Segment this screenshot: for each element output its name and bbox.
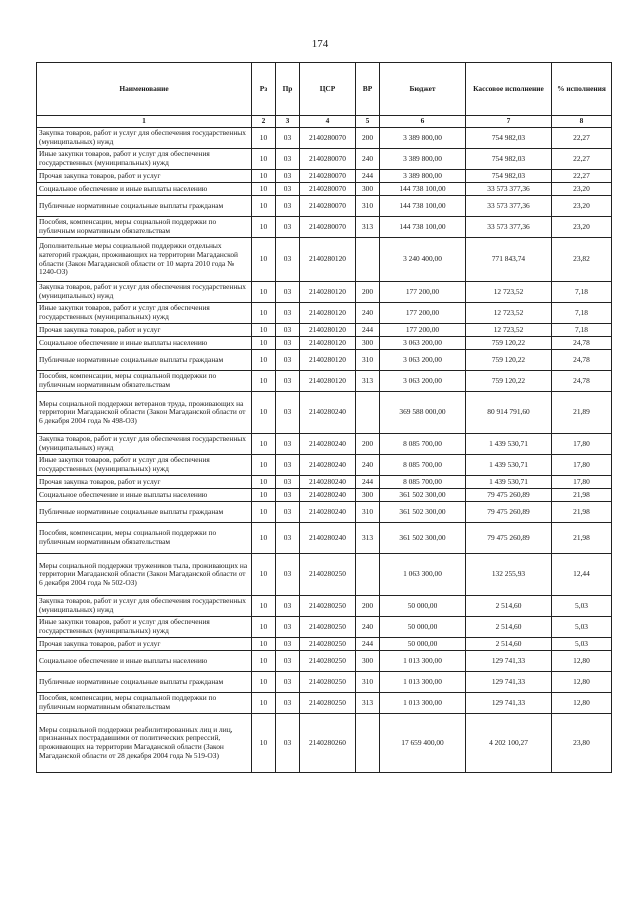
row-pct: 17,80: [552, 476, 612, 489]
row-exec: 1 439 530,71: [466, 455, 552, 476]
row-pr: 03: [276, 371, 300, 392]
row-pct: 23,20: [552, 196, 612, 217]
row-name: Прочая закупка товаров, работ и услуг: [37, 170, 252, 183]
row-csr: 2140280120: [300, 324, 356, 337]
row-pr: 03: [276, 638, 300, 651]
row-vr: 313: [356, 523, 380, 554]
row-pct: 12,80: [552, 651, 612, 672]
row-pct: 22,27: [552, 149, 612, 170]
row-csr: 2140280070: [300, 149, 356, 170]
table-row: [37, 455, 612, 476]
row-exec: 759 120,22: [466, 371, 552, 392]
header-row: [37, 63, 612, 116]
row-budget: 177 200,00: [380, 282, 466, 303]
row-name: Закупка товаров, работ и услуг для обеспечения государственных (муниципальных) нужд: [37, 434, 252, 455]
row-csr: 2140280240: [300, 434, 356, 455]
row-rz: 10: [252, 434, 276, 455]
row-vr: 200: [356, 128, 380, 149]
row-vr: 310: [356, 502, 380, 523]
row-rz: 10: [252, 350, 276, 371]
row-rz: 10: [252, 455, 276, 476]
row-budget: 3 389 800,00: [380, 170, 466, 183]
row-name: Дополнительные меры социальной поддержки отдельных категорий граждан, проживающих на территории Магаданской области (Закон Магаданской области от 10 марта 2010 года № 1240-ОЗ): [37, 238, 252, 282]
row-pr: 03: [276, 651, 300, 672]
row-name: Социальное обеспечение и иные выплаты населению: [37, 489, 252, 502]
row-budget: 50 000,00: [380, 638, 466, 651]
table-row: [37, 476, 612, 489]
row-exec: 1 439 530,71: [466, 434, 552, 455]
column-number-row: [37, 116, 612, 128]
row-budget: 177 200,00: [380, 303, 466, 324]
table-row: [37, 238, 612, 282]
col-number: 8: [552, 116, 612, 128]
row-budget: 1 013 300,00: [380, 672, 466, 693]
row-csr: 2140280120: [300, 371, 356, 392]
row-pct: 5,03: [552, 596, 612, 617]
row-vr: [356, 714, 380, 773]
col-header-csr: ЦСР: [300, 63, 356, 116]
col-number: 2: [252, 116, 276, 128]
row-rz: 10: [252, 324, 276, 337]
row-pct: 5,03: [552, 617, 612, 638]
row-pct: 22,27: [552, 128, 612, 149]
row-vr: 240: [356, 455, 380, 476]
table-row: [37, 693, 612, 714]
row-pr: 03: [276, 434, 300, 455]
row-vr: 200: [356, 434, 380, 455]
row-pr: 03: [276, 282, 300, 303]
row-pct: 23,20: [552, 217, 612, 238]
row-csr: 2140280250: [300, 672, 356, 693]
row-budget: 50 000,00: [380, 596, 466, 617]
row-pct: 23,80: [552, 714, 612, 773]
row-name: Публичные нормативные социальные выплаты гражданам: [37, 350, 252, 371]
row-budget: 361 502 300,00: [380, 502, 466, 523]
row-exec: 12 723,52: [466, 324, 552, 337]
row-csr: 2140280250: [300, 693, 356, 714]
row-pr: 03: [276, 196, 300, 217]
row-csr: 2140280240: [300, 455, 356, 476]
table-row: [37, 183, 612, 196]
row-vr: [356, 392, 380, 434]
row-pr: 03: [276, 149, 300, 170]
row-budget: 3 389 800,00: [380, 128, 466, 149]
col-header-name: Наименование: [37, 63, 252, 116]
col-header-exec: Кассовое исполнение: [466, 63, 552, 116]
row-pct: 21,98: [552, 489, 612, 502]
row-rz: 10: [252, 282, 276, 303]
row-rz: 10: [252, 170, 276, 183]
row-rz: 10: [252, 554, 276, 596]
row-exec: 754 982,03: [466, 128, 552, 149]
row-pr: 03: [276, 672, 300, 693]
row-name: Закупка товаров, работ и услуг для обеспечения государственных (муниципальных) нужд: [37, 282, 252, 303]
row-csr: 2140280260: [300, 714, 356, 773]
row-rz: 10: [252, 371, 276, 392]
row-pct: 7,18: [552, 282, 612, 303]
row-pct: 24,78: [552, 337, 612, 350]
row-pct: 24,78: [552, 350, 612, 371]
row-csr: 2140280120: [300, 303, 356, 324]
row-exec: 754 982,03: [466, 149, 552, 170]
row-exec: 33 573 377,36: [466, 196, 552, 217]
row-pr: 03: [276, 217, 300, 238]
table-row: [37, 617, 612, 638]
row-rz: 10: [252, 149, 276, 170]
row-name: Социальное обеспечение и иные выплаты населению: [37, 183, 252, 196]
row-name: Публичные нормативные социальные выплаты гражданам: [37, 196, 252, 217]
row-budget: 3 240 400,00: [380, 238, 466, 282]
row-csr: 2140280240: [300, 502, 356, 523]
col-header-budget: Бюджет: [380, 63, 466, 116]
table-row: [37, 350, 612, 371]
row-pr: 03: [276, 502, 300, 523]
row-pr: 03: [276, 617, 300, 638]
row-exec: 759 120,22: [466, 337, 552, 350]
row-rz: 10: [252, 502, 276, 523]
row-pr: 03: [276, 350, 300, 371]
row-name: Прочая закупка товаров, работ и услуг: [37, 324, 252, 337]
row-name: Пособия, компенсации, меры социальной поддержки по публичным нормативным обязательствам: [37, 371, 252, 392]
row-pr: 03: [276, 303, 300, 324]
row-budget: 144 738 100,00: [380, 217, 466, 238]
row-pr: 03: [276, 324, 300, 337]
row-pct: 7,18: [552, 324, 612, 337]
row-csr: 2140280070: [300, 196, 356, 217]
row-exec: 33 573 377,36: [466, 217, 552, 238]
row-csr: 2140280250: [300, 651, 356, 672]
row-csr: 2140280250: [300, 554, 356, 596]
row-vr: 300: [356, 651, 380, 672]
row-exec: 79 475 260,89: [466, 489, 552, 502]
row-rz: 10: [252, 196, 276, 217]
row-pct: 17,80: [552, 434, 612, 455]
row-name: Закупка товаров, работ и услуг для обеспечения государственных (муниципальных) нужд: [37, 128, 252, 149]
col-number: 4: [300, 116, 356, 128]
table-row: [37, 672, 612, 693]
row-vr: 244: [356, 476, 380, 489]
row-name: Иные закупки товаров, работ и услуг для обеспечения государственных (муниципальных) нужд: [37, 303, 252, 324]
table-row: [37, 554, 612, 596]
col-header-pct: % исполнения: [552, 63, 612, 116]
row-rz: 10: [252, 303, 276, 324]
row-name: Публичные нормативные социальные выплаты гражданам: [37, 502, 252, 523]
row-budget: 361 502 300,00: [380, 523, 466, 554]
row-rz: 10: [252, 128, 276, 149]
row-name: Социальное обеспечение и иные выплаты населению: [37, 337, 252, 350]
table-row: [37, 651, 612, 672]
page-number: 174: [311, 38, 329, 50]
row-exec: 129 741,33: [466, 651, 552, 672]
row-rz: 10: [252, 714, 276, 773]
table-row: [37, 489, 612, 502]
row-rz: 10: [252, 476, 276, 489]
row-exec: 2 514,60: [466, 638, 552, 651]
row-csr: 2140280120: [300, 337, 356, 350]
row-vr: 244: [356, 170, 380, 183]
col-number: 7: [466, 116, 552, 128]
row-name: Иные закупки товаров, работ и услуг для обеспечения государственных (муниципальных) нужд: [37, 617, 252, 638]
row-pct: 21,98: [552, 502, 612, 523]
row-vr: 313: [356, 217, 380, 238]
col-number: 6: [380, 116, 466, 128]
row-pr: 03: [276, 489, 300, 502]
row-exec: 771 843,74: [466, 238, 552, 282]
row-exec: 79 475 260,89: [466, 523, 552, 554]
row-budget: 8 085 700,00: [380, 434, 466, 455]
row-name: Публичные нормативные социальные выплаты гражданам: [37, 672, 252, 693]
row-budget: 1 013 300,00: [380, 651, 466, 672]
row-pr: 03: [276, 392, 300, 434]
table-row: [37, 371, 612, 392]
row-budget: 50 000,00: [380, 617, 466, 638]
row-pct: 24,78: [552, 371, 612, 392]
row-exec: 80 914 791,60: [466, 392, 552, 434]
row-name: Прочая закупка товаров, работ и услуг: [37, 476, 252, 489]
col-header-pr: Пр: [276, 63, 300, 116]
table-row: [37, 523, 612, 554]
table-row: [37, 149, 612, 170]
table-row: [37, 282, 612, 303]
row-vr: 310: [356, 196, 380, 217]
row-pct: 5,03: [552, 638, 612, 651]
col-number: 1: [37, 116, 252, 128]
row-pct: 12,44: [552, 554, 612, 596]
table-row: [37, 714, 612, 773]
row-pct: 23,82: [552, 238, 612, 282]
row-csr: 2140280120: [300, 282, 356, 303]
row-rz: 10: [252, 651, 276, 672]
row-csr: 2140280240: [300, 523, 356, 554]
table-row: [37, 434, 612, 455]
row-pr: 03: [276, 596, 300, 617]
row-pr: 03: [276, 238, 300, 282]
row-budget: 144 738 100,00: [380, 183, 466, 196]
row-csr: 2140280240: [300, 476, 356, 489]
row-exec: 129 741,33: [466, 672, 552, 693]
row-csr: 2140280250: [300, 617, 356, 638]
row-csr: 2140280070: [300, 128, 356, 149]
row-name: Пособия, компенсации, меры социальной поддержки по публичным нормативным обязательствам: [37, 217, 252, 238]
row-budget: 361 502 300,00: [380, 489, 466, 502]
row-csr: 2140280240: [300, 489, 356, 502]
row-budget: 1 063 300,00: [380, 554, 466, 596]
table-row: [37, 392, 612, 434]
row-name: Иные закупки товаров, работ и услуг для обеспечения государственных (муниципальных) нужд: [37, 149, 252, 170]
row-pr: 03: [276, 455, 300, 476]
row-pct: 22,27: [552, 170, 612, 183]
row-exec: 4 202 100,27: [466, 714, 552, 773]
row-pct: 7,18: [552, 303, 612, 324]
row-csr: 2140280070: [300, 183, 356, 196]
row-rz: 10: [252, 672, 276, 693]
row-pr: 03: [276, 693, 300, 714]
row-pr: 03: [276, 714, 300, 773]
row-pct: 23,20: [552, 183, 612, 196]
table-row: [37, 128, 612, 149]
row-pr: 03: [276, 170, 300, 183]
row-vr: 240: [356, 303, 380, 324]
row-rz: 10: [252, 392, 276, 434]
row-exec: 79 475 260,89: [466, 502, 552, 523]
table-row: [37, 217, 612, 238]
col-number: 5: [356, 116, 380, 128]
row-rz: 10: [252, 238, 276, 282]
row-name: Меры социальной поддержки ветеранов труда, проживающих на территории Магаданской области (Закон Магаданской области от 6 декабря 2004 года № 498-ОЗ): [37, 392, 252, 434]
row-vr: 310: [356, 672, 380, 693]
row-csr: 2140280120: [300, 238, 356, 282]
row-name: Меры социальной поддержки тружеников тыла, проживающих на территории Магаданской области (Закон Магаданской области от 6 декабря 2004 года № 502-ОЗ): [37, 554, 252, 596]
row-pct: 12,80: [552, 693, 612, 714]
row-vr: 300: [356, 337, 380, 350]
row-csr: 2140280070: [300, 217, 356, 238]
row-pr: 03: [276, 523, 300, 554]
table-row: [37, 324, 612, 337]
row-rz: 10: [252, 217, 276, 238]
row-vr: [356, 554, 380, 596]
row-budget: 3 063 200,00: [380, 337, 466, 350]
table-row: [37, 303, 612, 324]
row-exec: 12 723,52: [466, 282, 552, 303]
row-budget: 3 063 200,00: [380, 371, 466, 392]
row-pr: 03: [276, 128, 300, 149]
row-csr: 2140280120: [300, 350, 356, 371]
row-vr: 200: [356, 282, 380, 303]
row-pr: 03: [276, 554, 300, 596]
row-pr: 03: [276, 476, 300, 489]
table-row: [37, 502, 612, 523]
row-name: Пособия, компенсации, меры социальной поддержки по публичным нормативным обязательствам: [37, 523, 252, 554]
row-budget: 8 085 700,00: [380, 476, 466, 489]
row-pct: 12,80: [552, 672, 612, 693]
col-number: 3: [276, 116, 300, 128]
row-rz: 10: [252, 489, 276, 502]
row-csr: 2140280250: [300, 596, 356, 617]
row-vr: 240: [356, 149, 380, 170]
row-exec: 12 723,52: [466, 303, 552, 324]
row-budget: 8 085 700,00: [380, 455, 466, 476]
row-vr: 313: [356, 371, 380, 392]
row-rz: 10: [252, 693, 276, 714]
row-vr: 244: [356, 638, 380, 651]
row-exec: 759 120,22: [466, 350, 552, 371]
row-vr: 200: [356, 596, 380, 617]
row-name: Иные закупки товаров, работ и услуг для обеспечения государственных (муниципальных) нужд: [37, 455, 252, 476]
row-pct: 21,89: [552, 392, 612, 434]
row-budget: 369 588 000,00: [380, 392, 466, 434]
col-header-rz: Рз: [252, 63, 276, 116]
row-pct: 21,98: [552, 523, 612, 554]
row-exec: 129 741,33: [466, 693, 552, 714]
table-row: [37, 337, 612, 350]
row-vr: 240: [356, 617, 380, 638]
table-row: [37, 170, 612, 183]
row-pct: 17,80: [552, 455, 612, 476]
row-csr: 2140280250: [300, 638, 356, 651]
row-budget: 3 063 200,00: [380, 350, 466, 371]
row-pr: 03: [276, 337, 300, 350]
row-budget: 1 013 300,00: [380, 693, 466, 714]
row-rz: 10: [252, 617, 276, 638]
table-row: [37, 596, 612, 617]
row-budget: 144 738 100,00: [380, 196, 466, 217]
col-header-vr: ВР: [356, 63, 380, 116]
row-name: Прочая закупка товаров, работ и услуг: [37, 638, 252, 651]
row-rz: 10: [252, 523, 276, 554]
table-row: [37, 196, 612, 217]
row-pr: 03: [276, 183, 300, 196]
row-exec: 754 982,03: [466, 170, 552, 183]
row-vr: [356, 238, 380, 282]
row-exec: 1 439 530,71: [466, 476, 552, 489]
row-name: Меры социальной поддержки реабилитированных лиц и лиц, признанных пострадавшими от политических репрессий, проживающих на территории Магаданской области (Закон Магаданской области от 28 декабря 2004 года № 519-ОЗ): [37, 714, 252, 773]
row-rz: 10: [252, 183, 276, 196]
row-vr: 300: [356, 183, 380, 196]
row-budget: 3 389 800,00: [380, 149, 466, 170]
row-vr: 244: [356, 324, 380, 337]
row-exec: 132 255,93: [466, 554, 552, 596]
row-vr: 300: [356, 489, 380, 502]
row-budget: 17 659 400,00: [380, 714, 466, 773]
row-exec: 2 514,60: [466, 596, 552, 617]
row-rz: 10: [252, 596, 276, 617]
row-name: Закупка товаров, работ и услуг для обеспечения государственных (муниципальных) нужд: [37, 596, 252, 617]
table-body: [37, 128, 612, 773]
row-csr: 2140280070: [300, 170, 356, 183]
row-vr: 313: [356, 693, 380, 714]
row-vr: 310: [356, 350, 380, 371]
row-exec: 2 514,60: [466, 617, 552, 638]
row-budget: 177 200,00: [380, 324, 466, 337]
budget-execution-table: [36, 62, 612, 773]
row-csr: 2140280240: [300, 392, 356, 434]
row-rz: 10: [252, 337, 276, 350]
row-name: Социальное обеспечение и иные выплаты населению: [37, 651, 252, 672]
row-name: Пособия, компенсации, меры социальной поддержки по публичным нормативным обязательствам: [37, 693, 252, 714]
row-rz: 10: [252, 638, 276, 651]
table-row: [37, 638, 612, 651]
row-exec: 33 573 377,36: [466, 183, 552, 196]
